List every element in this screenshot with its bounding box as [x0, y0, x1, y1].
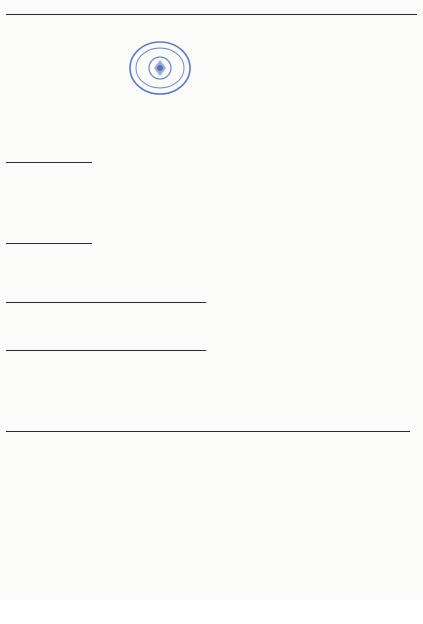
name-entry [216, 143, 316, 149]
list-item [6, 546, 417, 557]
name-entry [136, 389, 216, 395]
name-entry [216, 76, 316, 82]
name-entry [316, 515, 416, 521]
name-entry [136, 120, 216, 126]
name-entry [136, 436, 216, 442]
list-item [6, 512, 417, 523]
name-entry [316, 366, 416, 372]
name-entry [136, 319, 216, 325]
name-entry [316, 470, 416, 476]
list-item [6, 397, 417, 408]
name-entry [136, 109, 216, 115]
name-entry [216, 537, 316, 543]
name-entry [6, 271, 96, 277]
name-entry [6, 515, 96, 521]
name-entry [136, 355, 216, 361]
name-entry [316, 526, 416, 532]
name-entry [136, 131, 216, 137]
name-entry [216, 571, 316, 577]
name-entry [216, 308, 316, 314]
name-entry [216, 559, 316, 565]
name-entry [216, 615, 316, 621]
name-entry [6, 213, 96, 219]
name-entry [216, 448, 316, 454]
name-entry [96, 283, 136, 289]
name-entry [136, 526, 216, 532]
name-entry [6, 109, 96, 115]
name-entry [96, 515, 136, 521]
name-entry [136, 515, 216, 521]
name-entry [316, 593, 416, 599]
name-entry [6, 330, 96, 336]
list-item [6, 613, 417, 624]
name-entry [136, 378, 216, 384]
name-entry [216, 271, 316, 277]
list-item [6, 305, 417, 316]
name-entry [136, 593, 216, 599]
name-entry [316, 249, 416, 255]
name-entry [6, 604, 96, 610]
name-entry [136, 213, 216, 219]
name-entry [316, 120, 416, 126]
name-entry [316, 436, 416, 442]
name-entry [216, 593, 316, 599]
name-entry [216, 319, 316, 325]
name-entry [96, 319, 136, 325]
list-item [6, 51, 417, 62]
name-entry [96, 308, 136, 314]
list-item [6, 62, 417, 73]
list-item [6, 490, 417, 501]
name-entry [216, 213, 316, 219]
list-item [6, 316, 417, 327]
name-entry [216, 526, 316, 532]
name-entry [136, 201, 216, 207]
name-entry [96, 593, 136, 599]
name-entry [6, 526, 96, 532]
list-item [6, 375, 417, 386]
name-entry [316, 504, 416, 510]
name-entry [6, 492, 96, 498]
name-entry [96, 249, 136, 255]
name-entry [136, 411, 216, 417]
name-entry [136, 492, 216, 498]
name-entry [136, 249, 216, 255]
name-entry [96, 98, 136, 104]
name-entry [96, 582, 136, 588]
name-entry [96, 504, 136, 510]
name-entry [316, 98, 416, 104]
name-entry [316, 224, 416, 230]
name-entry [6, 31, 96, 37]
name-entry [316, 53, 416, 59]
name-entry [6, 571, 96, 577]
list-item [6, 353, 417, 364]
name-entry [96, 143, 136, 149]
list-item [6, 479, 417, 490]
list-item [6, 557, 417, 568]
name-entry [316, 389, 416, 395]
name-entry [216, 201, 316, 207]
name-entry [216, 53, 316, 59]
name-entry [6, 436, 96, 442]
document-header [6, 4, 417, 15]
name-entry [136, 571, 216, 577]
name-entry [6, 411, 96, 417]
name-entry [136, 31, 216, 37]
document-footer [140, 584, 258, 592]
name-entry [136, 260, 216, 266]
name-entry [316, 308, 416, 314]
list-item [6, 176, 417, 187]
name-entry [6, 319, 96, 325]
document-content [6, 4, 417, 624]
name-list-block [6, 246, 417, 291]
list-item [6, 107, 417, 118]
name-entry [136, 20, 216, 26]
name-entry [136, 179, 216, 185]
name-entry [96, 224, 136, 230]
list-item [6, 456, 417, 467]
name-entry [216, 548, 316, 554]
name-entry [6, 131, 96, 137]
list-item [6, 258, 417, 269]
name-entry [136, 470, 216, 476]
name-entry [316, 283, 416, 289]
name-entry [136, 448, 216, 454]
name-entry [216, 120, 316, 126]
list-item [6, 39, 417, 50]
name-entry [216, 283, 316, 289]
name-entry [216, 87, 316, 93]
name-entry [216, 42, 316, 48]
name-entry [6, 20, 96, 26]
name-entry [6, 470, 96, 476]
name-entry [6, 548, 96, 554]
name-entry [96, 548, 136, 554]
name-entry [136, 559, 216, 565]
list-item [6, 129, 417, 140]
section-title [6, 422, 410, 432]
name-entry [136, 168, 216, 174]
name-entry [96, 559, 136, 565]
name-entry [136, 504, 216, 510]
name-entry [96, 537, 136, 543]
name-entry [96, 20, 136, 26]
name-entry [96, 459, 136, 465]
name-entry [6, 481, 96, 487]
name-entry [96, 201, 136, 207]
name-entry [216, 179, 316, 185]
section-title [6, 341, 206, 351]
name-entry [316, 42, 416, 48]
name-entry [6, 389, 96, 395]
list-item [6, 523, 417, 534]
name-entry [96, 411, 136, 417]
name-entry [316, 168, 416, 174]
name-entry [316, 459, 416, 465]
name-entry [316, 213, 416, 219]
name-entry [6, 355, 96, 361]
list-item [6, 199, 417, 210]
name-entry [6, 283, 96, 289]
list-item [6, 188, 417, 199]
name-entry [6, 400, 96, 406]
list-item [6, 84, 417, 95]
name-entry [96, 31, 136, 37]
name-entry [216, 224, 316, 230]
list-item [6, 280, 417, 291]
list-item [6, 467, 417, 478]
list-item [6, 140, 417, 151]
name-entry [316, 559, 416, 565]
name-entry [216, 366, 316, 372]
name-entry [316, 411, 416, 417]
name-entry [136, 224, 216, 230]
name-entry [6, 76, 96, 82]
name-entry [216, 604, 316, 610]
list-item [6, 386, 417, 397]
name-entry [6, 87, 96, 93]
name-entry [96, 109, 136, 115]
name-entry [316, 481, 416, 487]
name-entry [6, 366, 96, 372]
name-entry [216, 131, 316, 137]
name-entry [316, 31, 416, 37]
name-entry [216, 436, 316, 442]
name-entry [96, 615, 136, 621]
list-item [6, 73, 417, 84]
name-entry [316, 260, 416, 266]
name-entry [96, 492, 136, 498]
name-entry [6, 582, 96, 588]
name-entry [216, 492, 316, 498]
name-entry [216, 470, 316, 476]
name-entry [316, 271, 416, 277]
name-entry [136, 537, 216, 543]
name-entry [316, 492, 416, 498]
name-entry [96, 213, 136, 219]
name-entry [216, 98, 316, 104]
name-entry [96, 271, 136, 277]
name-entry [96, 330, 136, 336]
name-entry [96, 355, 136, 361]
name-entry [96, 571, 136, 577]
name-list-block [6, 165, 417, 232]
official-seal-icon [128, 40, 192, 96]
name-entry [96, 526, 136, 532]
list-item [6, 364, 417, 375]
section-title [6, 153, 92, 163]
list-item [6, 535, 417, 546]
name-entry [136, 308, 216, 314]
name-entry [6, 143, 96, 149]
name-entry [6, 448, 96, 454]
name-entry [136, 548, 216, 554]
name-entry [136, 143, 216, 149]
name-entry [216, 504, 316, 510]
name-entry [316, 76, 416, 82]
list-item [6, 17, 417, 28]
name-entry [316, 143, 416, 149]
name-entry [96, 400, 136, 406]
name-entry [6, 459, 96, 465]
name-entry [316, 109, 416, 115]
name-entry [316, 179, 416, 185]
list-item [6, 221, 417, 232]
name-entry [136, 400, 216, 406]
name-entry [6, 179, 96, 185]
name-entry [316, 378, 416, 384]
list-item [6, 445, 417, 456]
name-entry [96, 448, 136, 454]
name-entry [316, 604, 416, 610]
name-entry [6, 260, 96, 266]
name-entry [216, 31, 316, 37]
list-item [6, 568, 417, 579]
name-entry [96, 131, 136, 137]
name-entry [216, 168, 316, 174]
name-entry [96, 179, 136, 185]
section-title [6, 234, 92, 244]
name-entry [316, 190, 416, 196]
name-entry [316, 201, 416, 207]
name-entry [6, 168, 96, 174]
name-entry [216, 330, 316, 336]
list-item [6, 165, 417, 176]
name-entry [216, 64, 316, 70]
name-entry [216, 355, 316, 361]
name-entry [216, 400, 316, 406]
name-entry [216, 249, 316, 255]
list-item [6, 95, 417, 106]
name-entry [316, 582, 416, 588]
name-entry [216, 20, 316, 26]
name-entry [316, 355, 416, 361]
name-entry [216, 481, 316, 487]
name-entry [316, 400, 416, 406]
list-item [6, 602, 417, 613]
name-entry [6, 249, 96, 255]
name-entry [216, 389, 316, 395]
name-entry [6, 504, 96, 510]
name-entry [6, 615, 96, 621]
name-entry [136, 190, 216, 196]
name-list-block [6, 17, 417, 151]
name-list-block [6, 305, 417, 339]
name-entry [316, 64, 416, 70]
name-entry [216, 190, 316, 196]
list-item [6, 210, 417, 221]
name-entry [136, 366, 216, 372]
name-entry [136, 271, 216, 277]
name-entry [136, 481, 216, 487]
list-item [6, 501, 417, 512]
name-entry [6, 224, 96, 230]
name-entry [316, 448, 416, 454]
name-entry [96, 378, 136, 384]
name-entry [96, 481, 136, 487]
name-entry [316, 537, 416, 543]
name-entry [216, 515, 316, 521]
name-entry [136, 615, 216, 621]
name-entry [6, 42, 96, 48]
list-item [6, 269, 417, 280]
name-entry [6, 308, 96, 314]
name-entry [316, 571, 416, 577]
name-entry [6, 64, 96, 70]
list-item [6, 28, 417, 39]
name-entry [316, 20, 416, 26]
list-item [6, 434, 417, 445]
name-entry [136, 330, 216, 336]
name-entry [6, 559, 96, 565]
name-entry [96, 389, 136, 395]
name-entry [316, 131, 416, 137]
name-entry [6, 378, 96, 384]
name-entry [6, 190, 96, 196]
name-entry [136, 459, 216, 465]
name-entry [316, 319, 416, 325]
list-item [6, 246, 417, 257]
name-entry [96, 470, 136, 476]
name-entry [316, 548, 416, 554]
name-entry [96, 190, 136, 196]
name-entry [316, 615, 416, 621]
name-entry [6, 98, 96, 104]
name-entry [316, 87, 416, 93]
name-entry [96, 366, 136, 372]
name-entry [96, 168, 136, 174]
name-entry [96, 120, 136, 126]
section-title [6, 293, 206, 303]
name-entry [316, 330, 416, 336]
name-list-block [6, 434, 417, 624]
name-entry [216, 260, 316, 266]
name-entry [216, 378, 316, 384]
name-entry [96, 604, 136, 610]
name-entry [216, 459, 316, 465]
name-entry [136, 604, 216, 610]
name-entry [6, 593, 96, 599]
name-entry [216, 411, 316, 417]
name-entry [136, 283, 216, 289]
name-list-block [6, 353, 417, 420]
list-item [6, 328, 417, 339]
name-entry [136, 98, 216, 104]
name-entry [6, 201, 96, 207]
name-entry [216, 109, 316, 115]
name-entry [6, 120, 96, 126]
name-entry [96, 260, 136, 266]
list-item [6, 118, 417, 129]
list-item [6, 409, 417, 420]
name-entry [96, 436, 136, 442]
name-entry [6, 537, 96, 543]
name-entry [6, 53, 96, 59]
